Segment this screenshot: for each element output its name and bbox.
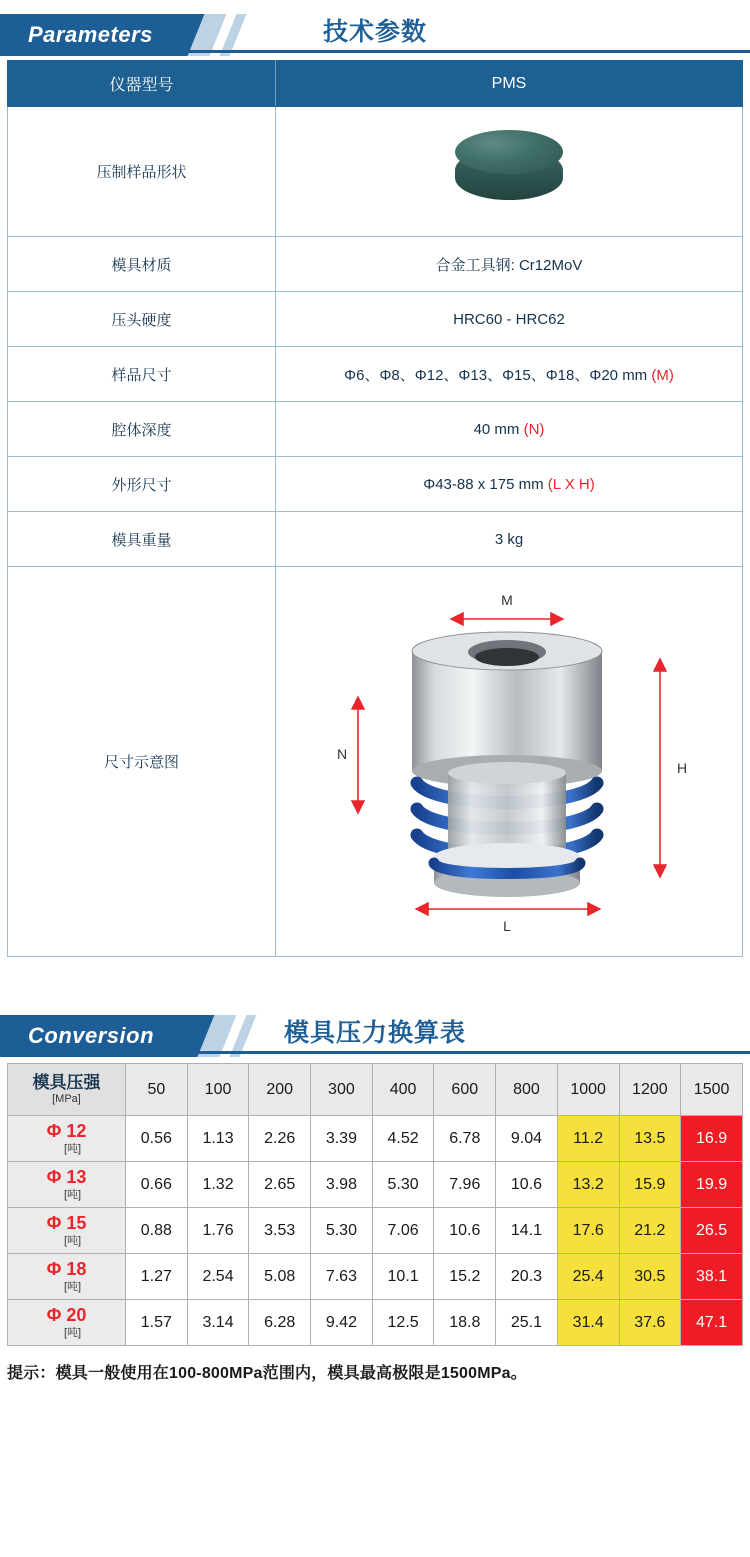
spec-value-suffix: (N) [523, 420, 545, 438]
table-row [8, 1162, 743, 1208]
conversion-cell: 7.63 [311, 1254, 373, 1300]
table-row [8, 1254, 743, 1300]
conversion-note: 提示：模具一般使用在100-800MPa范围内，模具最高极限是1500MPa。 [7, 1365, 527, 1382]
conversion-cell: 1.27 [126, 1254, 188, 1300]
spec-label-dimension-diagram: 尺寸示意图 [8, 567, 276, 957]
conversion-cell: 3.98 [311, 1162, 373, 1208]
conversion-col-header: 300 [311, 1064, 373, 1116]
section-spacer [0, 957, 750, 1001]
conversion-cell: 2.26 [249, 1116, 311, 1162]
conversion-row-header [8, 1162, 126, 1208]
mold-diagram-svg [284, 577, 734, 947]
conversion-row-unit: [吨] [63, 1188, 82, 1201]
spec-header-label: 仪器型号 [8, 61, 276, 107]
parameters-banner [0, 0, 750, 56]
conversion-row-label: Φ 20 [46, 1305, 87, 1326]
conversion-cell: 13.2 [557, 1162, 619, 1208]
conversion-cell: 17.6 [557, 1208, 619, 1254]
conversion-corner-header [8, 1064, 126, 1116]
spec-label-cavity-depth: 腔体深度 [8, 402, 276, 457]
conversion-cell: 3.14 [187, 1300, 249, 1346]
banner-underline [0, 1051, 750, 1054]
conversion-cell: 10.6 [496, 1162, 558, 1208]
conversion-cell: 9.42 [311, 1300, 373, 1346]
table-row [8, 1116, 743, 1162]
conversion-cell: 16.9 [681, 1116, 743, 1162]
conversion-col-header: 1000 [557, 1064, 619, 1116]
conversion-row-label: Φ 18 [46, 1259, 87, 1280]
mold-dimension-diagram [284, 577, 734, 947]
spec-value-sample-size [276, 347, 743, 402]
conversion-table-wrap [7, 1063, 743, 1346]
spec-label-sample-size: 样品尺寸 [8, 347, 276, 402]
conversion-cell: 13.5 [619, 1116, 681, 1162]
conversion-cell: 2.54 [187, 1254, 249, 1300]
conversion-row-label: Φ 15 [46, 1213, 87, 1234]
conversion-cell: 38.1 [681, 1254, 743, 1300]
conversion-cell: 26.5 [681, 1208, 743, 1254]
conversion-cell: 20.3 [496, 1254, 558, 1300]
conversion-row-header [8, 1254, 126, 1300]
conversion-cell: 1.32 [187, 1162, 249, 1208]
table-row [8, 457, 743, 512]
conversion-row-header [8, 1116, 126, 1162]
conversion-col-header: 200 [249, 1064, 311, 1116]
conversion-corner-unit: [MPa] [52, 1092, 81, 1105]
conversion-cell: 6.28 [249, 1300, 311, 1346]
table-header-row [8, 61, 743, 107]
spec-label-mold-material: 模具材质 [8, 237, 276, 292]
spec-value-text: Φ43-88 x 175 mm [423, 475, 548, 493]
spec-label-sample-shape: 压制样品形状 [8, 107, 276, 237]
table-row [8, 402, 743, 457]
parameters-banner-tag: Parameters [0, 14, 187, 56]
dimension-label-n: N [336, 745, 348, 762]
conversion-cell: 1.76 [187, 1208, 249, 1254]
conversion-cell: 14.1 [496, 1208, 558, 1254]
conversion-banner [0, 1001, 750, 1057]
conversion-col-header: 1500 [681, 1064, 743, 1116]
conversion-cell: 0.88 [126, 1208, 188, 1254]
parameters-banner-title: 技术参数 [322, 18, 427, 46]
mold-body-graphic [412, 632, 602, 897]
spec-value-mold-weight: 3 kg [276, 512, 743, 567]
conversion-cell: 9.04 [496, 1116, 558, 1162]
table-row [8, 567, 743, 957]
conversion-cell: 2.65 [249, 1162, 311, 1208]
spec-value-text: 40 mm [473, 420, 524, 438]
conversion-cell: 5.08 [249, 1254, 311, 1300]
spec-value-suffix: (L X H) [547, 475, 595, 493]
conversion-cell: 25.1 [496, 1300, 558, 1346]
conversion-cell: 1.57 [126, 1300, 188, 1346]
pressure-conversion-table [7, 1063, 743, 1346]
table-row [8, 237, 743, 292]
pressed-pellet-image [455, 130, 563, 214]
conversion-row-label: Φ 12 [46, 1121, 87, 1142]
conversion-col-header: 600 [434, 1064, 496, 1116]
conversion-cell: 30.5 [619, 1254, 681, 1300]
banner-underline [0, 50, 750, 53]
conversion-cell: 7.06 [372, 1208, 434, 1254]
specification-table [7, 60, 743, 957]
spec-label-outer-size: 外形尺寸 [8, 457, 276, 512]
conversion-row-unit: [吨] [63, 1280, 82, 1293]
table-row [8, 512, 743, 567]
conversion-cell: 21.2 [619, 1208, 681, 1254]
conversion-col-header: 1200 [619, 1064, 681, 1116]
table-row [8, 347, 743, 402]
conversion-col-header: 100 [187, 1064, 249, 1116]
conversion-cell: 0.66 [126, 1162, 188, 1208]
spec-label-indenter-hardness: 压头硬度 [8, 292, 276, 347]
spec-value-mold-material: 合金工具钢: Cr12MoV [276, 237, 743, 292]
conversion-cell: 3.39 [311, 1116, 373, 1162]
conversion-cell: 5.30 [372, 1162, 434, 1208]
conversion-cell: 18.8 [434, 1300, 496, 1346]
pellet-top [455, 130, 563, 174]
conversion-row-unit: [吨] [63, 1234, 82, 1247]
conversion-cell: 15.9 [619, 1162, 681, 1208]
spec-value-sample-shape [276, 107, 743, 237]
conversion-cell: 31.4 [557, 1300, 619, 1346]
table-row [8, 107, 743, 237]
table-row [8, 1208, 743, 1254]
dimension-label-l: L [503, 917, 511, 934]
conversion-cell: 37.6 [619, 1300, 681, 1346]
conversion-banner-tag: Conversion [0, 1015, 188, 1057]
conversion-cell: 12.5 [372, 1300, 434, 1346]
spec-header-model: PMS [276, 61, 743, 107]
conversion-row-label: Φ 13 [46, 1167, 87, 1188]
conversion-cell: 47.1 [681, 1300, 743, 1346]
conversion-cell: 1.13 [187, 1116, 249, 1162]
conversion-row-header [8, 1208, 126, 1254]
dimension-label-h: H [676, 759, 688, 776]
conversion-cell: 6.78 [434, 1116, 496, 1162]
spec-value-outer-size [276, 457, 743, 512]
spec-value-text: Φ6、Φ8、Φ12、Φ13、Φ15、Φ18、Φ20 mm [344, 366, 652, 384]
table-row [8, 292, 743, 347]
conversion-cell: 0.56 [126, 1116, 188, 1162]
conversion-row-header [8, 1300, 126, 1346]
spec-value-indenter-hardness: HRC60 - HRC62 [276, 292, 743, 347]
conversion-col-header: 400 [372, 1064, 434, 1116]
conversion-cell: 4.52 [372, 1116, 434, 1162]
dimension-label-m: M [501, 591, 513, 608]
conversion-cell: 7.96 [434, 1162, 496, 1208]
conversion-cell: 15.2 [434, 1254, 496, 1300]
conversion-cell: 11.2 [557, 1116, 619, 1162]
conversion-cell: 25.4 [557, 1254, 619, 1300]
conversion-row-unit: [吨] [63, 1142, 82, 1155]
conversion-cell: 5.30 [311, 1208, 373, 1254]
spec-value-cavity-depth [276, 402, 743, 457]
conversion-col-header: 50 [126, 1064, 188, 1116]
spec-value-suffix: (M) [651, 366, 674, 384]
spec-value-dimension-diagram [276, 567, 743, 957]
conversion-corner-label: 模具压强 [32, 1073, 101, 1093]
table-row [8, 1300, 743, 1346]
table-header-row [8, 1064, 743, 1116]
conversion-cell: 3.53 [249, 1208, 311, 1254]
conversion-row-unit: [吨] [63, 1326, 82, 1339]
conversion-cell: 19.9 [681, 1162, 743, 1208]
conversion-col-header: 800 [496, 1064, 558, 1116]
conversion-banner-title: 模具压力换算表 [283, 1019, 466, 1047]
spec-label-mold-weight: 模具重量 [8, 512, 276, 567]
conversion-cell: 10.1 [372, 1254, 434, 1300]
conversion-cell: 10.6 [434, 1208, 496, 1254]
